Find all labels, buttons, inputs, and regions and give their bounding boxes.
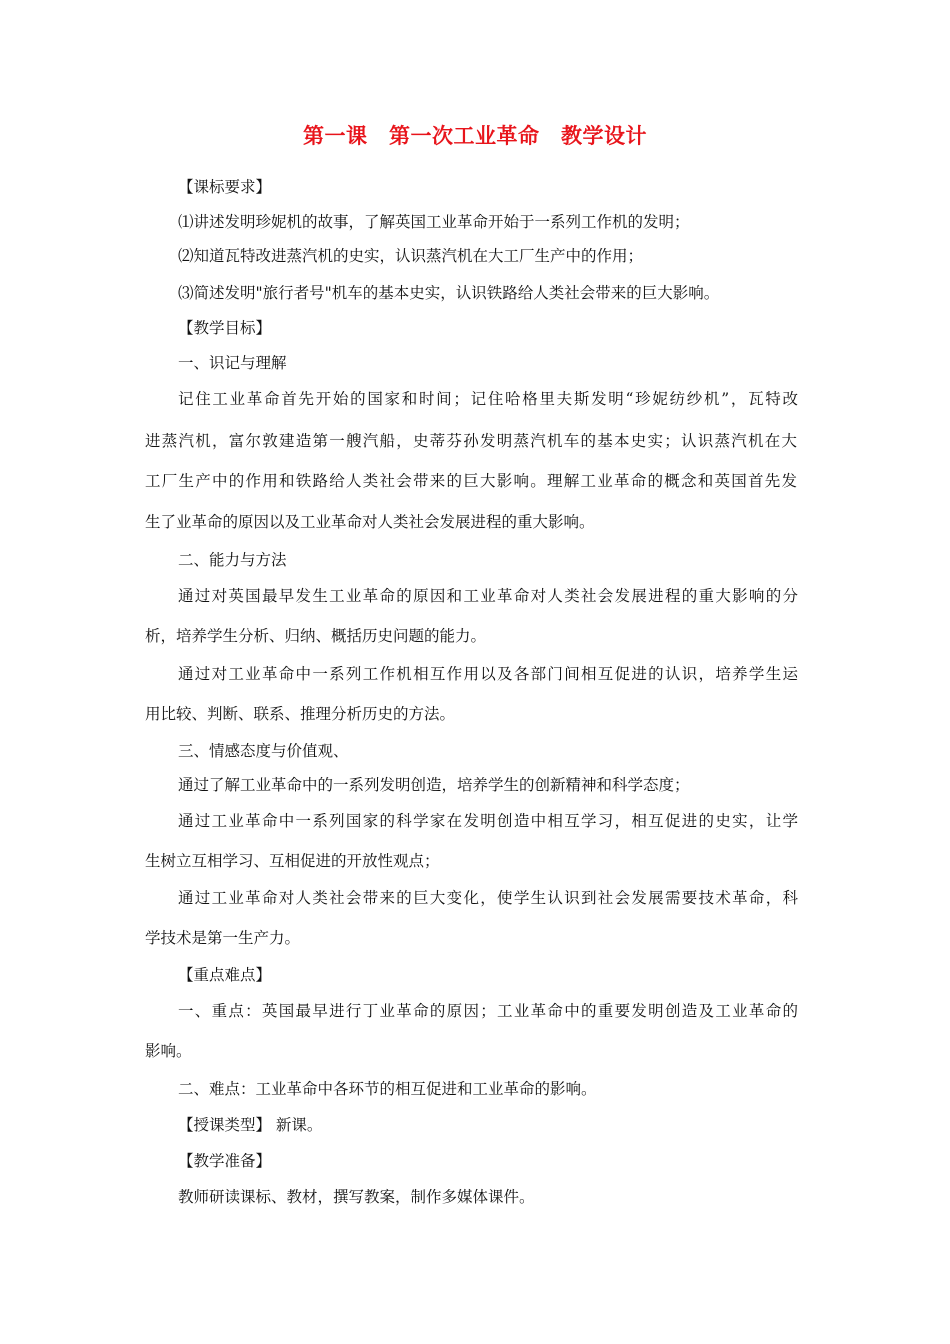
paragraph-line: ⑴讲述发明珍妮机的故事，了解英国工业革命开始于一系列工作机的发明；: [178, 213, 690, 231]
section-heading-curriculum-requirements: 【课标要求】: [178, 178, 272, 196]
paragraph-line: 进蒸汽机，富尔敦建造第一艘汽船，史蒂芬孙发明蒸汽机车的基本史实；认识蒸汽机在大: [145, 432, 797, 450]
paragraph-line: 影响。: [145, 1042, 192, 1060]
paragraph-line: 析，培养学生分析、归纳、概括历史问题的能力。: [145, 627, 487, 645]
section-heading-key-points: 【重点难点】: [178, 966, 272, 984]
paragraph-line: 工厂生产中的作用和铁路给人类社会带来的巨大影响。理解工业革命的概念和英国首先发: [145, 472, 797, 490]
subheading-line: 三、情感态度与价值观、: [178, 742, 349, 760]
paragraph-line: 学技术是第一生产力。: [145, 929, 301, 947]
paragraph-line: 教师研读课标、教材，撰写教案，制作多媒体课件。: [178, 1188, 535, 1206]
paragraph-line: 通过对工业革命中一系列工作机相互作用以及各部门间相互促进的认识，培养学生运: [178, 665, 798, 683]
paragraph-line: 用比较、判断、联系、推理分析历史的方法。: [145, 705, 456, 723]
paragraph-line: 记住工业革命首先开始的国家和时间；记住哈格里夫斯发明“珍妮纺纱机”，瓦特改: [178, 390, 798, 408]
paragraph-line: 通过工业革命中一系列国家的科学家在发明创造中相互学习，相互促进的史实，让学: [178, 812, 798, 830]
paragraph-line: ⑶简述发明"旅行者号"机车的基本史实，认识铁路给人类社会带来的巨大影响。: [178, 284, 720, 302]
document-title: 第一课 第一次工业革命 教学设计: [303, 123, 647, 148]
paragraph-line: 二、难点：工业革命中各环节的相互促进和工业革命的影响。: [178, 1080, 597, 1098]
paragraph-line: 生了业革命的原因以及工业革命对人类社会发展进程的重大影响。: [145, 513, 595, 531]
paragraph-line: ⑵知道瓦特改进蒸汽机的史实，认识蒸汽机在大工厂生产中的作用；: [178, 247, 644, 265]
section-heading-lesson-type: 【授课类型】 新课。: [178, 1116, 323, 1134]
paragraph-line: 通过对英国最早发生工业革命的原因和工业革命对人类社会发展进程的重大影响的分: [178, 587, 798, 605]
paragraph-line: 通过了解工业革命中的一系列发明创造，培养学生的创新精神和科学态度；: [178, 776, 690, 794]
section-heading-teaching-preparation: 【教学准备】: [178, 1152, 272, 1170]
paragraph-line: 一、重点：英国最早进行丁业革命的原因；工业革命中的重要发明创造及工业革命的: [178, 1002, 798, 1020]
subheading-line: 二、能力与方法: [178, 551, 287, 569]
paragraph-line: 通过工业革命对人类社会带来的巨大变化，使学生认识到社会发展需要技术革命，科: [178, 889, 798, 907]
subheading-line: 一、识记与理解: [178, 354, 287, 372]
paragraph-line: 生树立互相学习、互相促进的开放性观点；: [145, 852, 440, 870]
section-heading-teaching-objectives: 【教学目标】: [178, 319, 272, 337]
